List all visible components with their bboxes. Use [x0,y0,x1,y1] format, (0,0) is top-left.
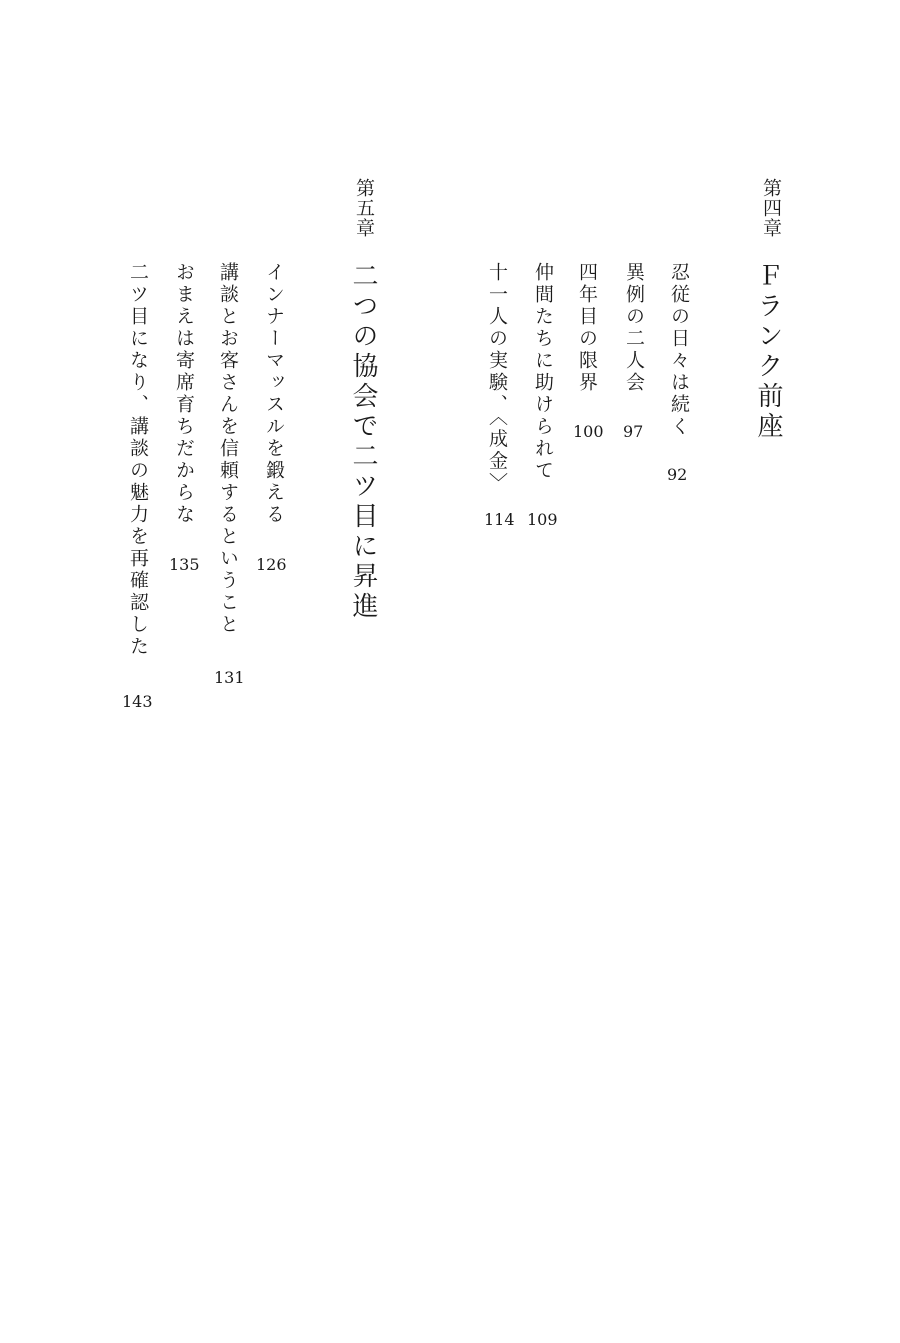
toc-entry-page: 109 [527,510,558,529]
chapter-title: 二つの協会で二ツ目に昇進 [348,262,378,622]
toc-entry-title: 忍従の日々は続く [668,262,690,438]
toc-entry-page: 131 [214,668,245,687]
toc-entry-title: 講談とお客さんを信頼するということ [217,262,239,636]
chapter-number: 第四章 [760,178,782,238]
toc-entry-page: 97 [623,422,644,441]
toc-entry-page: 100 [573,422,604,441]
toc-entry-title: インナーマッスルを鍛える [263,262,285,526]
toc-entry-title: 十一人の実験、〈成金〉 [486,262,508,495]
toc-entry-title: 仲間たちに助けられて [532,262,554,482]
toc-entry-title: 二ツ目になり、講談の魅力を再確認した [127,262,149,658]
toc-entry-title: おまえは寄席育ちだからな [173,262,195,526]
toc-entry-title: 四年目の限界 [576,262,598,394]
toc-entry-page: 143 [122,692,153,711]
toc-entry-page: 126 [256,555,287,574]
chapter-title: Ｆランク前座 [753,262,783,442]
toc-entry-page: 92 [667,465,688,484]
toc-entry-page: 114 [484,510,515,529]
chapter-number: 第五章 [353,178,375,238]
toc-entry-title: 異例の二人会 [623,262,645,394]
toc-entry-page: 135 [169,555,200,574]
